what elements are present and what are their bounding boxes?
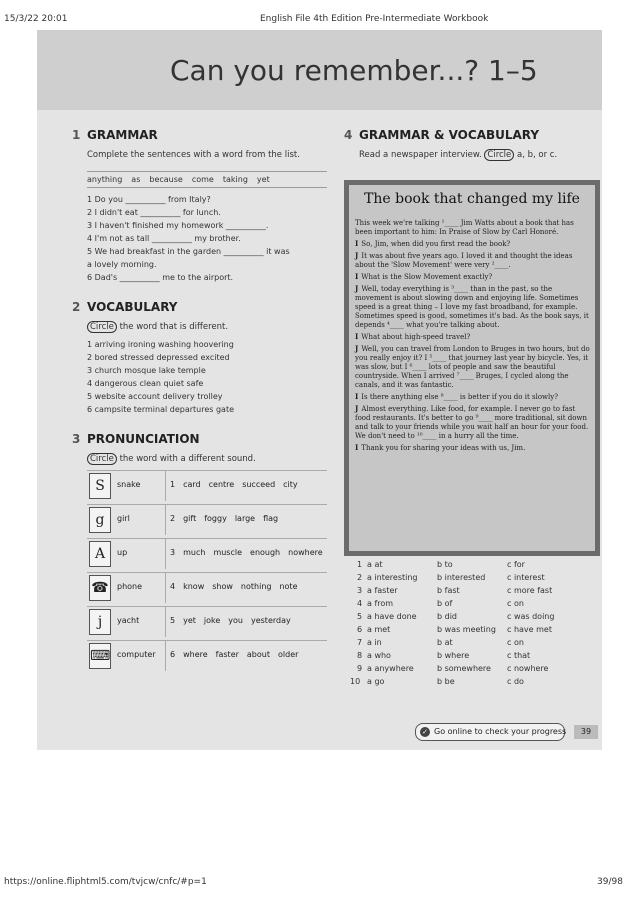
article-paragraph <box>355 443 591 453</box>
print-datetime: 15/3/22 20:01 <box>4 14 68 24</box>
snake-icon: S <box>89 473 111 499</box>
speaker-label: I <box>355 272 359 281</box>
option-c[interactable]: c on <box>507 638 524 647</box>
option-c[interactable]: c was doing <box>507 612 555 621</box>
article-paragraph <box>355 239 591 249</box>
sound-word: up <box>117 548 128 557</box>
phone-icon: ☎ <box>89 575 111 601</box>
article-paragraph <box>355 332 591 342</box>
speaker-label: I <box>355 239 359 248</box>
option-c[interactable]: c interest <box>507 573 545 582</box>
girl-icon: g <box>89 507 111 533</box>
item-number: 3 <box>170 548 176 557</box>
option-b[interactable]: b was meeting <box>437 625 496 634</box>
option-b[interactable]: b interested <box>437 573 486 582</box>
word-option[interactable]: where <box>183 650 208 659</box>
word-option[interactable]: about <box>246 650 270 659</box>
computer-icon: ⌨ <box>89 643 111 669</box>
word-option[interactable]: much <box>183 548 206 557</box>
divider <box>165 573 166 603</box>
word-option[interactable]: muscle <box>213 548 243 557</box>
instruction-pre: Read a newspaper interview. <box>359 150 485 160</box>
article-paragraph <box>355 272 591 282</box>
word-option[interactable]: flag <box>263 514 279 523</box>
pronunciation-row <box>87 470 327 501</box>
page-title: Can you remember...? 1–5 <box>170 54 538 87</box>
option-c[interactable]: c do <box>507 677 524 686</box>
paragraph-text: What is the Slow Movement exactly? <box>361 273 493 281</box>
circle-word: Circle <box>87 321 117 333</box>
sound-word: phone <box>117 582 143 591</box>
pronunciation-words <box>170 650 306 659</box>
option-c[interactable]: c for <box>507 560 525 569</box>
word-option[interactable]: large <box>234 514 256 523</box>
word-option: anything <box>87 175 123 184</box>
option-b[interactable]: b where <box>437 651 470 660</box>
vocabulary-instruction-text: the word that is different. <box>116 322 229 332</box>
option-a[interactable]: a interesting <box>367 573 418 582</box>
option-b[interactable]: b at <box>437 638 453 647</box>
pronunciation-heading: PRONUNCIATION <box>87 432 200 446</box>
word-option[interactable]: you <box>228 616 243 625</box>
speaker-label: I <box>355 392 359 401</box>
vocabulary-item: 4 dangerous clean quiet safe <box>87 379 204 388</box>
paragraph-text: This week we're talking ¹____ Jim Watts about a book that has been important to him: In Praise of Slow by Carl Honoré. <box>355 219 574 236</box>
grammar-vocab-instruction <box>359 150 557 160</box>
answer-number: 2 <box>357 573 363 582</box>
article-paragraph <box>355 344 591 390</box>
pronunciation-row <box>87 538 327 569</box>
vocabulary-item: 1 arriving ironing washing hoovering <box>87 340 234 349</box>
interview-article <box>344 180 600 556</box>
divider <box>165 607 166 637</box>
speaker-label: J <box>355 344 359 353</box>
word-option[interactable]: yesterday <box>250 616 291 625</box>
option-c[interactable]: c on <box>507 599 524 608</box>
option-b[interactable]: b fast <box>437 586 460 595</box>
option-c[interactable]: c more fast <box>507 586 553 595</box>
vocabulary-item: 6 campsite terminal departures gate <box>87 405 235 414</box>
option-b[interactable]: b did <box>437 612 457 621</box>
article-title: The book that changed my life <box>364 191 580 207</box>
option-a[interactable]: a from <box>367 599 394 608</box>
word-option[interactable]: joke <box>203 616 221 625</box>
pronunciation-words <box>170 480 306 489</box>
grammar-item: 5 We had breakfast in the garden __________ it was <box>87 247 290 256</box>
word-option[interactable]: yet <box>183 616 196 625</box>
word-option[interactable]: gift <box>183 514 197 523</box>
word-option: taking <box>222 175 248 184</box>
word-option[interactable]: nowhere <box>288 548 323 557</box>
pronunciation-row <box>87 640 327 671</box>
answer-number: 5 <box>357 612 363 621</box>
answer-number: 9 <box>357 664 363 673</box>
title-banner <box>37 30 602 110</box>
option-b[interactable]: b somewhere <box>437 664 491 673</box>
word-option[interactable]: older <box>278 650 299 659</box>
paragraph-text: Almost everything. Like food, for example. I never go to fast food restaurants. It's better to go ⁹____ more traditional, sit down and talk to your friends while you wait half an hour for your food. We don't need to ¹⁰____ in a hurry all the time. <box>355 405 589 440</box>
option-c[interactable]: c have met <box>507 625 552 634</box>
option-b[interactable]: b of <box>437 599 453 608</box>
pronunciation-row <box>87 606 327 637</box>
circle-word: Circle <box>87 453 117 465</box>
pronunciation-number: 3 <box>72 432 81 446</box>
paragraph-text: Thank you for sharing your ideas with us, Jim. <box>361 444 526 452</box>
word-option: because <box>149 175 183 184</box>
paragraph-text: So, Jim, when did you first read the book? <box>361 240 511 248</box>
vocabulary-number: 2 <box>72 300 81 314</box>
word-option: come <box>191 175 214 184</box>
answer-number: 4 <box>357 599 363 608</box>
word-option[interactable]: foggy <box>204 514 227 523</box>
divider <box>165 505 166 535</box>
print-doc-title: English File 4th Edition Pre-Intermediate Workbook <box>260 14 489 24</box>
instruction-rest: a, b, or c. <box>514 150 558 160</box>
item-number: 5 <box>170 616 176 625</box>
pronunciation-words <box>170 582 306 591</box>
vocabulary-heading: VOCABULARY <box>87 300 178 314</box>
vocabulary-item: 2 bored stressed depressed excited <box>87 353 230 362</box>
scanned-page <box>37 30 602 750</box>
option-b[interactable]: b be <box>437 677 455 686</box>
word-option[interactable]: know <box>183 582 205 591</box>
speaker-label: J <box>355 251 359 260</box>
word-option[interactable]: city <box>283 480 298 489</box>
speaker-label: J <box>355 284 359 293</box>
item-number: 1 <box>170 480 176 489</box>
answer-number: 1 <box>357 560 363 569</box>
article-paragraph <box>355 392 591 402</box>
item-number: 2 <box>170 514 176 523</box>
grammar-vocab-number: 4 <box>344 128 353 142</box>
check-icon: ✓ <box>420 727 430 737</box>
grammar-item: 4 I'm not as tall __________ my brother. <box>87 234 241 243</box>
speaker-label: I <box>355 443 359 452</box>
print-url: https://online.fliphtml5.com/tvjcw/cnfc/#p=1 <box>4 877 207 887</box>
article-paragraph <box>355 404 591 441</box>
option-a[interactable]: a in <box>367 638 382 647</box>
word-option[interactable]: succeed <box>242 480 276 489</box>
grammar-vocab-heading: GRAMMAR & VOCABULARY <box>359 128 540 142</box>
answer-number: 7 <box>357 638 363 647</box>
grammar-item: 6 Dad's __________ me to the airport. <box>87 273 234 282</box>
yacht-icon: j <box>89 609 111 635</box>
word-option[interactable]: faster <box>215 650 239 659</box>
grammar-heading: GRAMMAR <box>87 128 158 142</box>
grammar-item: a lovely morning. <box>87 260 157 269</box>
word-option[interactable]: enough <box>250 548 281 557</box>
pronunciation-row <box>87 572 327 603</box>
word-option[interactable]: nothing <box>240 582 272 591</box>
vocabulary-item: 3 church mosque lake temple <box>87 366 206 375</box>
word-option[interactable]: show <box>212 582 233 591</box>
circle-word: Circle <box>484 149 514 161</box>
go-online-button[interactable] <box>415 723 565 741</box>
paragraph-text: Well, today everything is ³____ than in the past, so the movement is about slowing down and enjoying life. Sometimes speed is a great thing – I love my fast broadband, for example. Sometimes speed is good, sometimes it's bad. As the book says, it depends ⁴____ what you're talking about. <box>355 285 589 329</box>
pronunciation-words <box>170 548 331 557</box>
divider <box>165 539 166 569</box>
word-option: as <box>131 175 141 184</box>
divider <box>165 641 166 671</box>
word-option: yet <box>256 175 270 184</box>
pronunciation-row <box>87 504 327 535</box>
speaker-label: I <box>355 332 359 341</box>
option-c[interactable]: c nowhere <box>507 664 549 673</box>
item-number: 4 <box>170 582 176 591</box>
grammar-word-list <box>87 171 327 188</box>
option-a[interactable]: a met <box>367 625 391 634</box>
page-number: 39 <box>574 725 598 739</box>
grammar-item: 3 I haven't finished my homework __________. <box>87 221 269 230</box>
article-paragraph <box>355 284 591 330</box>
option-a[interactable]: a faster <box>367 586 398 595</box>
vocabulary-instruction <box>87 322 228 332</box>
grammar-item: 2 I didn't eat __________ for lunch. <box>87 208 221 217</box>
answer-number: 6 <box>357 625 363 634</box>
option-a[interactable]: a at <box>367 560 383 569</box>
article-paragraph <box>355 251 591 270</box>
paragraph-text: It was about five years ago. I loved it and thought the ideas about the 'Slow Movement' were very ²____. <box>355 252 573 269</box>
option-a[interactable]: a go <box>367 677 385 686</box>
paragraph-text: Well, you can travel from London to Bruges in two hours, but do you really enjoy it? I ⁵____ that journey last year by bicycle. Yes, it was slow, but I ⁶____ lots of people and saw the beautiful countryside. When I arrived ⁷____ Bruges, I cycled along the canals, and it was fantastic. <box>355 345 590 389</box>
pronunciation-instruction-text: the word with a different sound. <box>116 454 256 464</box>
option-b[interactable]: b to <box>437 560 453 569</box>
word-option[interactable]: centre <box>208 480 235 489</box>
article-paragraph <box>355 219 591 237</box>
vocabulary-item: 5 website account delivery trolley <box>87 392 223 401</box>
sound-word: snake <box>117 480 141 489</box>
article-text <box>355 219 591 455</box>
up-icon: A <box>89 541 111 567</box>
grammar-item: 1 Do you __________ from Italy? <box>87 195 211 204</box>
sound-word: computer <box>117 650 156 659</box>
speaker-label: J <box>355 404 359 413</box>
print-page-count: 39/98 <box>597 877 623 887</box>
go-online-label: Go online to check your progress <box>434 727 567 736</box>
grammar-number: 1 <box>72 128 81 142</box>
answer-number: 10 <box>350 677 361 686</box>
sound-word: yacht <box>117 616 140 625</box>
word-option[interactable]: note <box>279 582 298 591</box>
pronunciation-words <box>170 616 299 625</box>
option-a[interactable]: a anywhere <box>367 664 414 673</box>
divider <box>165 471 166 501</box>
answer-number: 3 <box>357 586 363 595</box>
paragraph-text: What about high-speed travel? <box>361 333 471 341</box>
option-c[interactable]: c that <box>507 651 531 660</box>
paragraph-text: Is there anything else ⁸____ is better if you do it slowly? <box>361 393 558 401</box>
pronunciation-words <box>170 514 286 523</box>
pronunciation-instruction <box>87 454 256 464</box>
option-a[interactable]: a have done <box>367 612 417 621</box>
sound-word: girl <box>117 514 130 523</box>
answer-number: 8 <box>357 651 363 660</box>
word-option[interactable]: card <box>183 480 201 489</box>
item-number: 6 <box>170 650 176 659</box>
option-a[interactable]: a who <box>367 651 391 660</box>
grammar-instruction: Complete the sentences with a word from the list. <box>87 150 300 160</box>
